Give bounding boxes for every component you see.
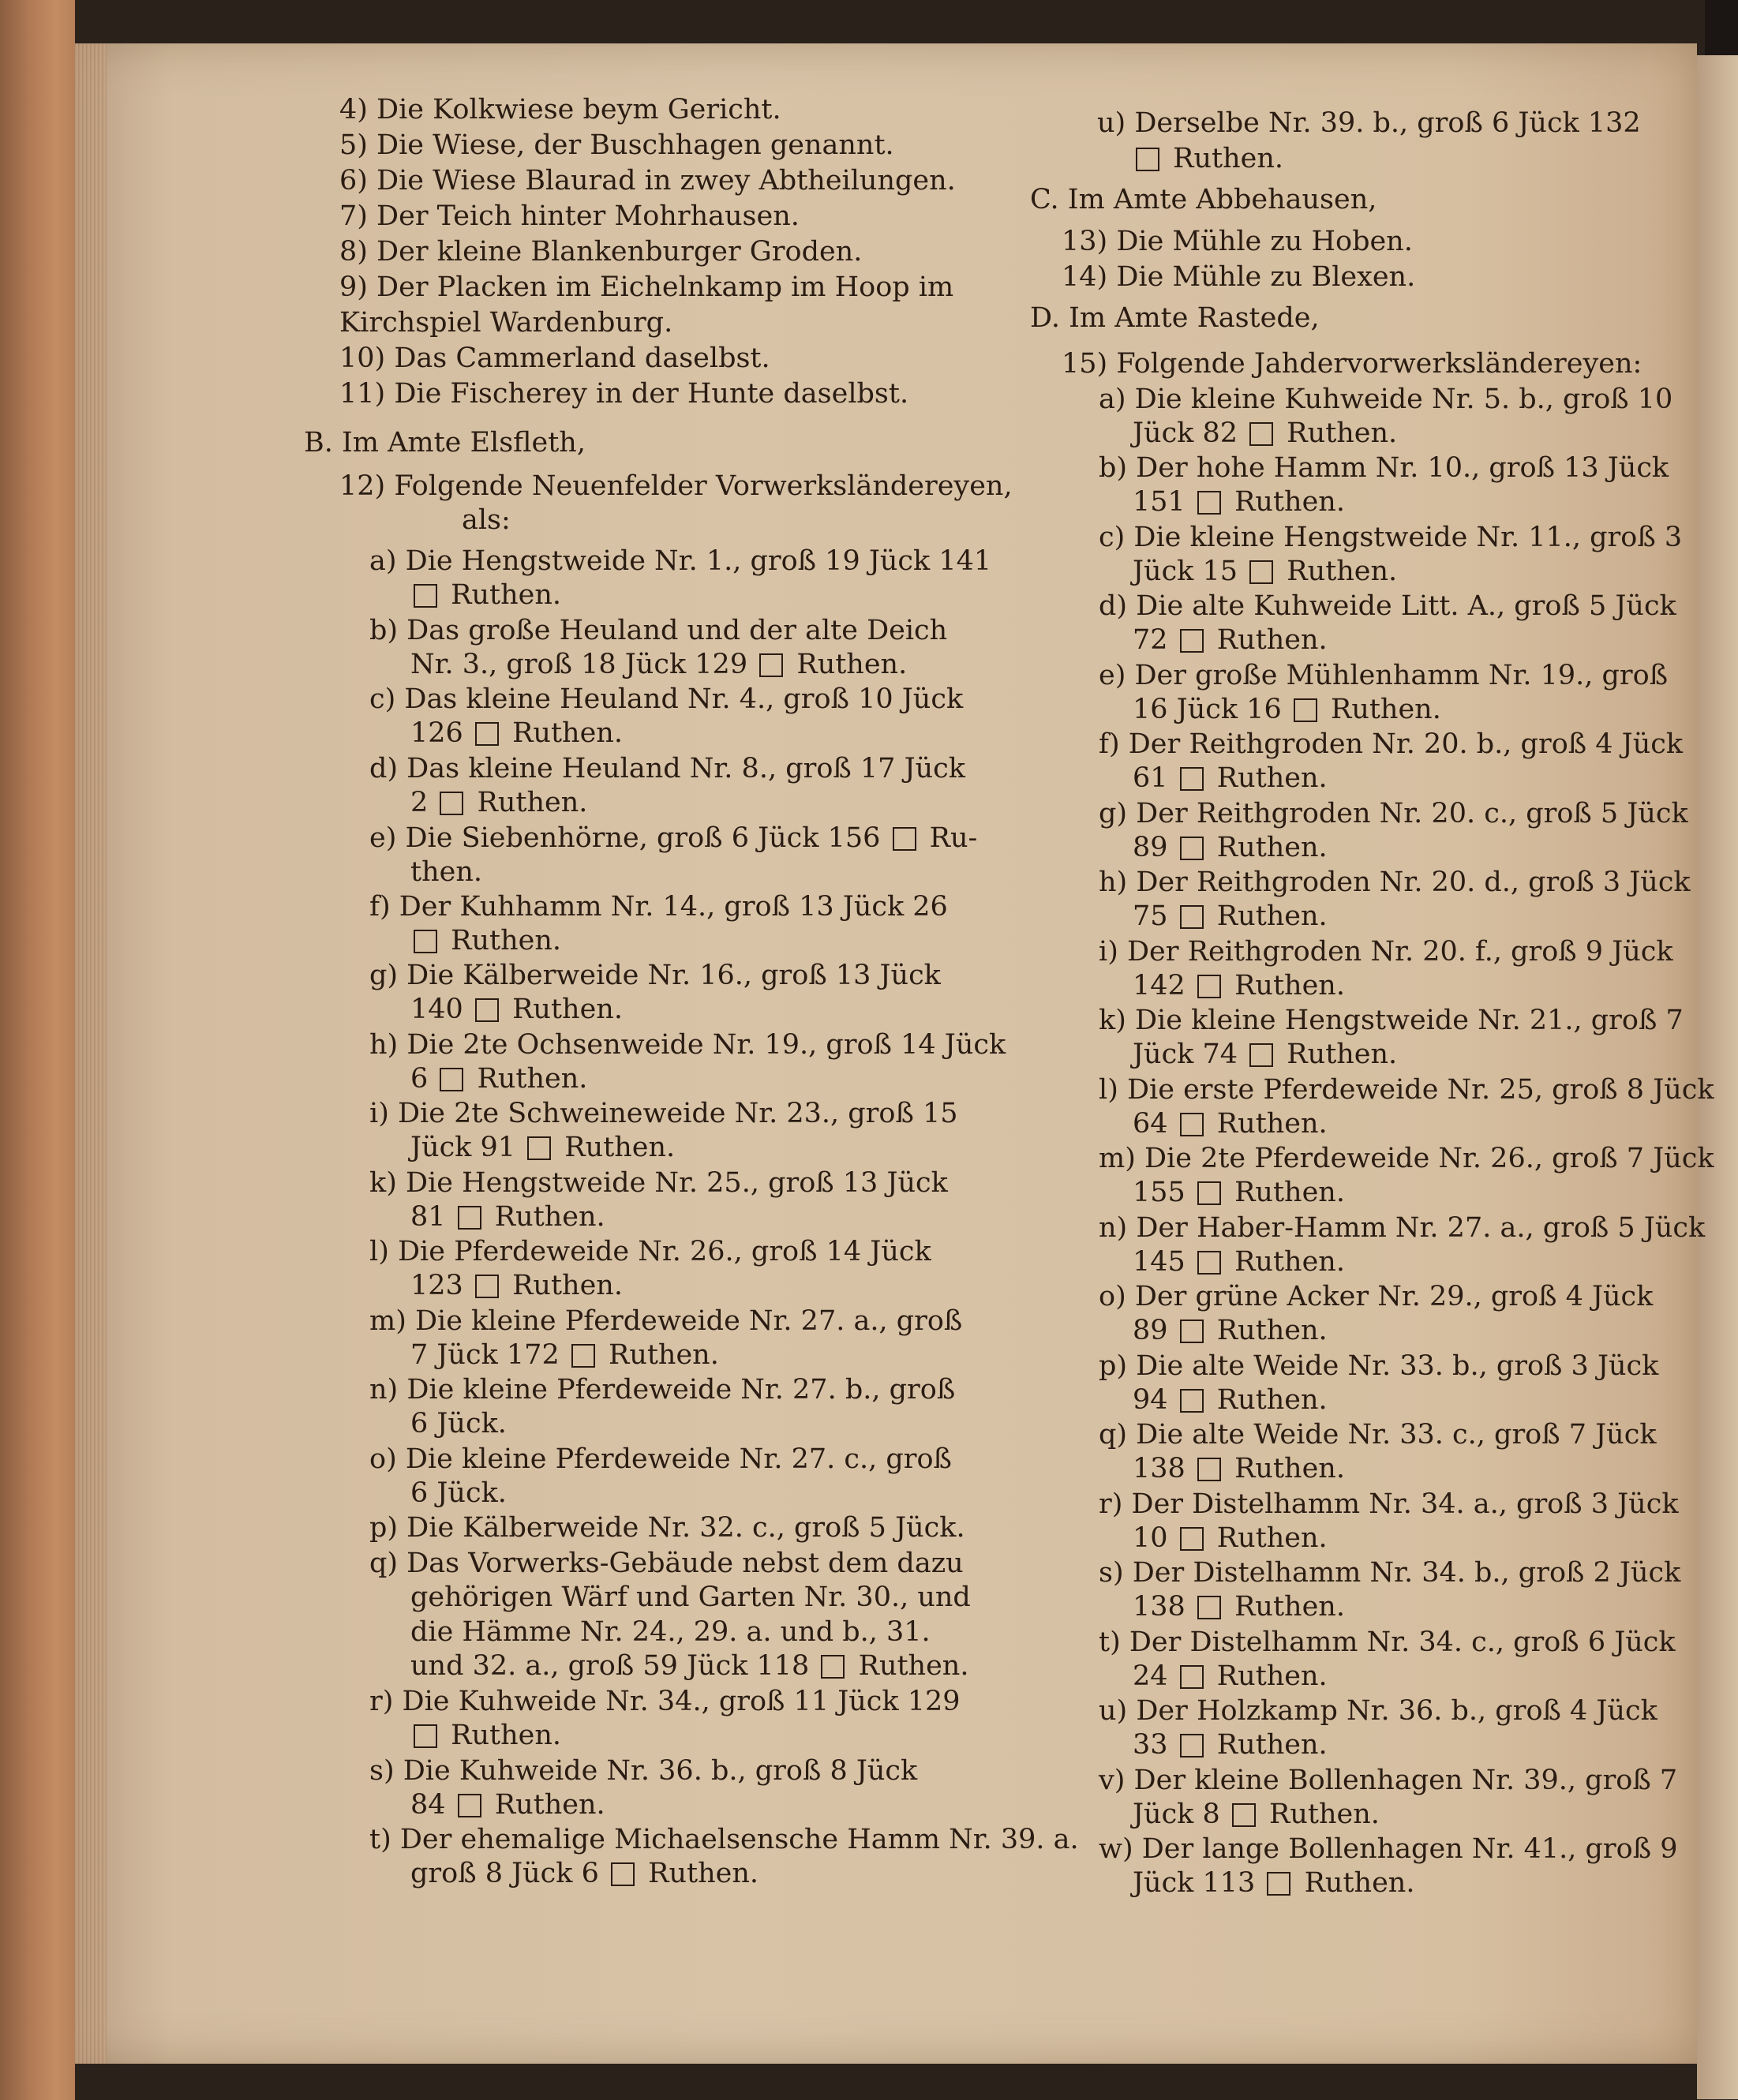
text-line: 13) Die Mühle zu Hoben. bbox=[1062, 226, 1413, 257]
square-ruthen-symbol bbox=[1197, 491, 1221, 515]
text-line: 2 Ruthen. bbox=[410, 787, 588, 818]
text-line: 8) Der kleine Blankenburger Groden. bbox=[339, 236, 863, 268]
text-line: r) Die Kuhweide Nr. 34., groß 11 Jück 129 bbox=[369, 1686, 961, 1717]
square-ruthen-symbol bbox=[1197, 1458, 1221, 1481]
square-ruthen-symbol bbox=[414, 930, 437, 953]
square-ruthen-symbol bbox=[1197, 1251, 1221, 1275]
text-line: 5) Die Wiese, der Buschhagen genannt. bbox=[339, 129, 894, 161]
square-ruthen-symbol bbox=[440, 1068, 463, 1091]
text-line: s) Der Distelhamm Nr. 34. b., groß 2 Jück bbox=[1099, 1557, 1681, 1589]
text-line: Jück 113 Ruthen. bbox=[1133, 1867, 1415, 1899]
text-line: v) Der kleine Bollenhagen Nr. 39., groß 7 bbox=[1099, 1765, 1678, 1796]
text-line: c) Das kleine Heuland Nr. 4., groß 10 Jück bbox=[369, 683, 964, 715]
text-line: B. Im Amte Elsfleth, bbox=[304, 427, 586, 459]
text-line: a) Die Hengstweide Nr. 1., groß 19 Jück 141 bbox=[369, 545, 992, 577]
square-ruthen-symbol bbox=[1197, 1596, 1221, 1619]
background-corner bbox=[1705, 0, 1738, 55]
text-line: k) Die Hengstweide Nr. 25., groß 13 Jück bbox=[369, 1167, 948, 1199]
text-line: b) Der hohe Hamm Nr. 10., groß 13 Jück bbox=[1099, 452, 1669, 484]
text-line: u) Derselbe Nr. 39. b., groß 6 Jück 132 bbox=[1097, 107, 1641, 139]
text-line: Nr. 3., groß 18 Jück 129 Ruthen. bbox=[410, 649, 908, 680]
text-line: 10) Das Cammerland daselbst. bbox=[339, 343, 770, 374]
square-ruthen-symbol bbox=[475, 722, 499, 746]
text-line: 12) Folgende Neuenfelder Vorwerksländereyen, bbox=[339, 470, 1013, 502]
square-ruthen-symbol bbox=[1180, 1389, 1204, 1413]
square-ruthen-symbol bbox=[893, 827, 916, 851]
text-line: a) Die kleine Kuhweide Nr. 5. b., groß 10 bbox=[1099, 384, 1673, 415]
text-line: D. Im Amte Rastede, bbox=[1030, 302, 1320, 334]
square-ruthen-symbol bbox=[759, 653, 783, 677]
text-line: 33 Ruthen. bbox=[1133, 1729, 1328, 1761]
square-ruthen-symbol bbox=[571, 1344, 595, 1368]
text-line: 140 Ruthen. bbox=[410, 994, 623, 1025]
text-line: b) Das große Heuland und der alte Deich bbox=[369, 615, 948, 646]
text-line: 10 Ruthen. bbox=[1133, 1522, 1328, 1554]
text-line: 151 Ruthen. bbox=[1133, 486, 1345, 518]
text-line: 7 Jück 172 Ruthen. bbox=[410, 1339, 719, 1371]
square-ruthen-symbol bbox=[1294, 698, 1317, 722]
square-ruthen-symbol bbox=[1197, 975, 1221, 998]
text-line: 6 Jück. bbox=[410, 1477, 507, 1509]
square-ruthen-symbol bbox=[611, 1862, 635, 1886]
text-line: 75 Ruthen. bbox=[1133, 900, 1328, 932]
text-line: r) Der Distelhamm Nr. 34. a., groß 3 Jück bbox=[1099, 1488, 1679, 1520]
text-line: d) Die alte Kuhweide Litt. A., groß 5 Jück bbox=[1099, 590, 1676, 622]
text-line: e) Der große Mühlenhamm Nr. 19., groß bbox=[1099, 660, 1669, 691]
text-line: Ruthen. bbox=[1133, 142, 1283, 177]
text-line: Ruthen. bbox=[410, 578, 561, 613]
square-ruthen-symbol bbox=[1249, 560, 1273, 584]
text-line: 89 Ruthen. bbox=[1133, 1315, 1328, 1346]
text-line: u) Der Holzkamp Nr. 36. b., groß 4 Jück bbox=[1099, 1695, 1657, 1727]
text-line: 15) Folgende Jahdervorwerksländereyen: bbox=[1062, 348, 1642, 380]
text-line: p) Die Kälberweide Nr. 32. c., groß 5 Jück. bbox=[369, 1512, 965, 1544]
square-ruthen-symbol bbox=[1180, 1527, 1204, 1551]
text-line: c) Die kleine Hengstweide Nr. 11., groß 3 bbox=[1099, 522, 1683, 553]
text-line: q) Das Vorwerks-Gebäude nebst dem dazu bbox=[369, 1548, 964, 1579]
square-ruthen-symbol bbox=[1180, 767, 1204, 791]
square-ruthen-symbol bbox=[414, 584, 437, 608]
text-line: 9) Der Placken im Eichelnkamp im Hoop im bbox=[339, 271, 954, 303]
text-line: q) Die alte Weide Nr. 33. c., groß 7 Jück bbox=[1099, 1419, 1657, 1451]
text-line: 6 Jück. bbox=[410, 1408, 507, 1439]
text-line: m) Die kleine Pferdeweide Nr. 27. a., groß bbox=[369, 1305, 963, 1337]
text-line: h) Der Reithgroden Nr. 20. d., groß 3 Jück bbox=[1099, 867, 1691, 898]
text-line: f) Der Kuhhamm Nr. 14., groß 13 Jück 26 bbox=[369, 891, 948, 923]
text-line: e) Die Siebenhörne, groß 6 Jück 156 Ru- bbox=[369, 822, 978, 854]
text-line: s) Die Kuhweide Nr. 36. b., groß 8 Jück bbox=[369, 1755, 918, 1787]
square-ruthen-symbol bbox=[1249, 422, 1273, 446]
text-line: 94 Ruthen. bbox=[1133, 1384, 1328, 1416]
square-ruthen-symbol bbox=[458, 1206, 481, 1230]
text-line: 145 Ruthen. bbox=[1133, 1246, 1345, 1278]
square-ruthen-symbol bbox=[1249, 1043, 1273, 1067]
text-line: 11) Die Fischerey in der Hunte daselbst. bbox=[339, 378, 909, 410]
square-ruthen-symbol bbox=[1267, 1872, 1290, 1896]
text-line: g) Die Kälberweide Nr. 16., groß 13 Jück bbox=[369, 960, 941, 991]
text-line: Jück 91 Ruthen. bbox=[410, 1132, 676, 1163]
book-spine-edge bbox=[0, 0, 75, 2100]
square-ruthen-symbol bbox=[475, 1275, 499, 1298]
text-line: k) Die kleine Hengstweide Nr. 21., groß 7 bbox=[1099, 1005, 1684, 1036]
text-line: Jück 74 Ruthen. bbox=[1133, 1039, 1398, 1070]
text-line: t) Der ehemalige Michaelsensche Hamm Nr. 39. a. bbox=[369, 1824, 1079, 1855]
text-line: h) Die 2te Ochsenweide Nr. 19., groß 14 Jück bbox=[369, 1029, 1006, 1061]
text-line: 64 Ruthen. bbox=[1133, 1108, 1328, 1140]
text-line: Jück 82 Ruthen. bbox=[1133, 417, 1398, 449]
square-ruthen-symbol bbox=[1197, 1181, 1221, 1205]
text-line: 123 Ruthen. bbox=[410, 1270, 623, 1301]
text-line: w) Der lange Bollenhagen Nr. 41., groß 9 bbox=[1099, 1833, 1678, 1865]
square-ruthen-symbol bbox=[1180, 837, 1204, 860]
text-line: 142 Ruthen. bbox=[1133, 970, 1345, 1001]
text-line: p) Die alte Weide Nr. 33. b., groß 3 Jück bbox=[1099, 1350, 1659, 1382]
text-line: 84 Ruthen. bbox=[410, 1789, 605, 1821]
text-line: 155 Ruthen. bbox=[1133, 1177, 1345, 1208]
text-line: 6 Ruthen. bbox=[410, 1063, 588, 1095]
text-line: l) Die erste Pferdeweide Nr. 25, groß 8 Jück bbox=[1099, 1074, 1714, 1106]
square-ruthen-symbol bbox=[414, 1724, 437, 1748]
square-ruthen-symbol bbox=[1180, 629, 1204, 653]
square-ruthen-symbol bbox=[1180, 1113, 1204, 1136]
text-line: i) Der Reithgroden Nr. 20. f., groß 9 Jück bbox=[1099, 936, 1673, 968]
text-line: Jück 8 Ruthen. bbox=[1133, 1799, 1380, 1830]
text-line: und 32. a., groß 59 Jück 118 Ruthen. bbox=[410, 1650, 969, 1682]
text-line: 4) Die Kolkwiese beym Gericht. bbox=[339, 94, 781, 125]
text-line: 6) Die Wiese Blaurad in zwey Abtheilungen. bbox=[339, 165, 956, 197]
square-ruthen-symbol bbox=[527, 1136, 551, 1160]
square-ruthen-symbol bbox=[1232, 1803, 1256, 1827]
text-line: l) Die Pferdeweide Nr. 26., groß 14 Jück bbox=[369, 1236, 931, 1267]
text-line: 7) Der Teich hinter Mohrhausen. bbox=[339, 200, 800, 232]
text-line: 24 Ruthen. bbox=[1133, 1660, 1328, 1692]
text-line: i) Die 2te Schweineweide Nr. 23., groß 15 bbox=[369, 1098, 958, 1129]
text-line: m) Die 2te Pferdeweide Nr. 26., groß 7 Jück bbox=[1099, 1143, 1714, 1174]
square-ruthen-symbol bbox=[1180, 1734, 1204, 1757]
text-line: 16 Jück 16 Ruthen. bbox=[1133, 694, 1441, 725]
text-line: C. Im Amte Abbehausen, bbox=[1030, 184, 1377, 215]
square-ruthen-symbol bbox=[1180, 905, 1204, 929]
text-line: 126 Ruthen. bbox=[410, 717, 623, 749]
square-ruthen-symbol bbox=[1180, 1320, 1204, 1343]
square-ruthen-symbol bbox=[458, 1794, 481, 1817]
text-line: Kirchspiel Wardenburg. bbox=[339, 307, 673, 339]
text-line: d) Das kleine Heuland Nr. 8., groß 17 Jück bbox=[369, 753, 965, 784]
text-line: 89 Ruthen. bbox=[1133, 832, 1328, 863]
text-line: groß 8 Jück 6 Ruthen. bbox=[410, 1858, 759, 1889]
text-line: o) Der grüne Acker Nr. 29., groß 4 Jück bbox=[1099, 1281, 1654, 1312]
text-line: 14) Die Mühle zu Blexen. bbox=[1062, 261, 1416, 293]
text-line: als: bbox=[462, 504, 511, 536]
square-ruthen-symbol bbox=[1180, 1665, 1204, 1689]
square-ruthen-symbol bbox=[1136, 148, 1159, 171]
text-line: Jück 15 Ruthen. bbox=[1133, 556, 1398, 587]
text-line: die Hämme Nr. 24., 29. a. und b., 31. bbox=[410, 1616, 931, 1648]
text-line: 138 Ruthen. bbox=[1133, 1591, 1345, 1623]
square-ruthen-symbol bbox=[440, 792, 463, 815]
text-line: n) Die kleine Pferdeweide Nr. 27. b., groß bbox=[369, 1374, 956, 1406]
text-line: t) Der Distelhamm Nr. 34. c., groß 6 Jück bbox=[1099, 1626, 1676, 1658]
text-line: Ruthen. bbox=[410, 1719, 561, 1754]
text-line: 61 Ruthen. bbox=[1133, 762, 1328, 794]
text-line: then. bbox=[410, 856, 482, 888]
text-line: g) Der Reithgroden Nr. 20. c., groß 5 Jück bbox=[1099, 798, 1688, 829]
text-line: n) Der Haber-Hamm Nr. 27. a., groß 5 Jück bbox=[1099, 1212, 1706, 1244]
square-ruthen-symbol bbox=[475, 998, 499, 1022]
text-line: 72 Ruthen. bbox=[1133, 624, 1328, 656]
text-line: 81 Ruthen. bbox=[410, 1201, 605, 1233]
square-ruthen-symbol bbox=[821, 1655, 845, 1679]
text-line: gehörigen Wärf und Garten Nr. 30., und bbox=[410, 1582, 971, 1613]
text-line: Ruthen. bbox=[410, 924, 561, 959]
text-line: f) Der Reithgroden Nr. 20. b., groß 4 Jück bbox=[1099, 728, 1684, 760]
text-line: 138 Ruthen. bbox=[1133, 1453, 1345, 1484]
text-line: o) Die kleine Pferdeweide Nr. 27. c., groß bbox=[369, 1443, 952, 1475]
